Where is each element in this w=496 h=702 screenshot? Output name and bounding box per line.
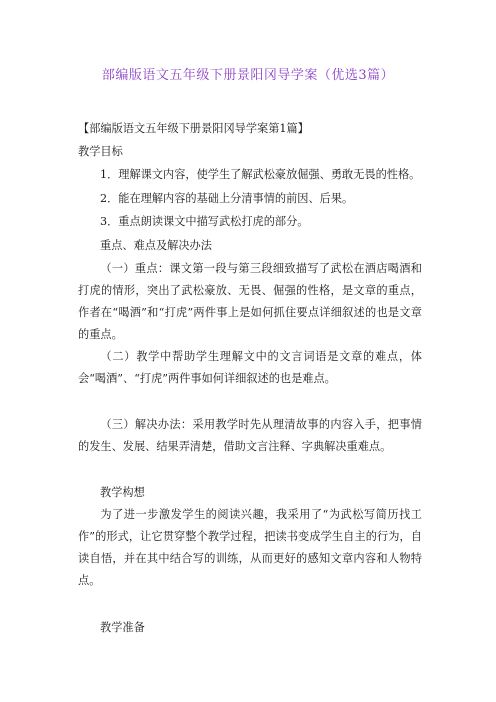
goal-item-2: 2．能在理解内容的基础上分清事情的前因、后果。 <box>100 192 354 205</box>
key-points-heading: 重点、难点及解决办法 <box>100 239 212 252</box>
key-point-paragraph-1: （一）重点：课文第一段与第三段细致描写了武松在酒店喝酒和打虎的情形，突出了武松豪放、无畏、倔强的性格，是文章的重点，作者在“喝酒”和“打虎”两件事上是如何抓住要点详细叙述的也是文章的重点。 <box>78 262 422 341</box>
goal-item-3: 3．重点朗读课文中描写武松打虎的部分。 <box>100 215 309 228</box>
key-point-paragraph-3: （三）解决办法：采用教学时先从理清故事的内容入手，把事情的发生、发展、结果弄清楚，借助文言注释、字典解决重难点。 <box>78 418 422 453</box>
prep-heading: 教学准备 <box>100 621 145 634</box>
design-heading: 教学构想 <box>100 486 145 499</box>
goal-item-1: 1．理解课文内容，使学生了解武松豪放倔强、勇敢无畏的性格。 <box>100 168 421 181</box>
design-paragraph: 为了进一步激发学生的阅读兴趣，我采用了“为武松写简历找工作”的形式，让它贯穿整个教学过程，把读书变成学生自主的行为，自读自悟，并在其中结合写的训练，从而更好的感知文章内容和人物特点。 <box>78 508 422 587</box>
teaching-goals-heading: 教学目标 <box>78 145 123 158</box>
document-title: 部编版语文五年级下册景阳冈导学案（优选3篇） <box>101 68 395 83</box>
key-point-paragraph-2: （二）教学中帮助学生理解文中的文言词语是文章的难点，体会“喝酒”、“打虎”两件事如何详细叙述的也是难点。 <box>78 350 422 385</box>
section-heading: 【部编版语文五年级下册景阳冈导学案第1篇】 <box>78 122 309 135</box>
